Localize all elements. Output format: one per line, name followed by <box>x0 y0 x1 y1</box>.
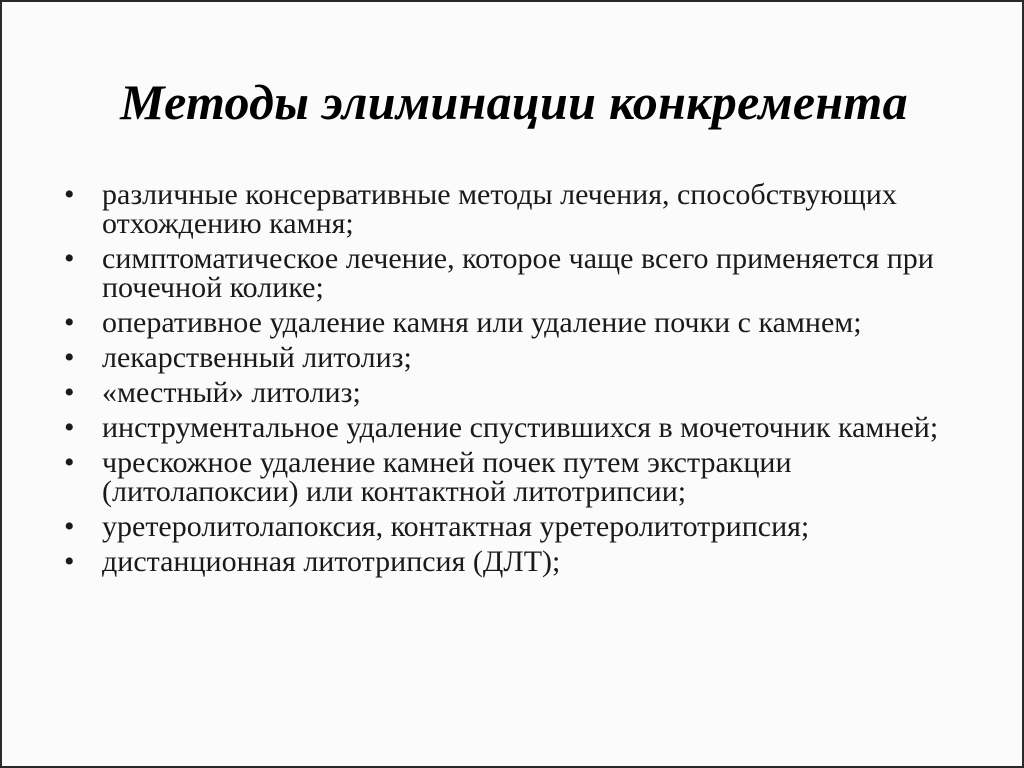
bullet-dot-icon: • <box>64 545 75 578</box>
bullet-dot-icon: • <box>64 306 75 339</box>
bullet-text: инструментальное удаление спустившихся в мочеточник камней; <box>102 411 939 444</box>
bullet-item-percutaneous <box>62 448 972 506</box>
bullet-text: уретеролитолапоксия, контактная уретеролитотрипсия; <box>102 510 810 543</box>
bullet-item-eswl <box>62 547 972 576</box>
bullet-list <box>62 180 972 582</box>
bullet-text: чрескожное удаление камней почек путем экстракции (литолапоксии) или контактной литотрипсии; <box>102 446 792 508</box>
bullet-dot-icon: • <box>64 411 75 444</box>
bullet-item-ureterolitho <box>62 512 972 541</box>
bullet-dot-icon: • <box>64 510 75 543</box>
bullet-dot-icon: • <box>64 446 75 479</box>
bullet-dot-icon: • <box>64 242 75 275</box>
bullet-dot-icon: • <box>64 341 75 374</box>
bullet-item-conservative <box>62 180 972 238</box>
bullet-text: различные консервативные методы лечения, способствующих отхождению камня; <box>102 178 897 240</box>
bullet-text: дистанционная литотрипсия (ДЛТ); <box>102 545 561 578</box>
bullet-text: лекарственный литолиз; <box>102 341 412 374</box>
bullet-dot-icon: • <box>64 178 75 211</box>
bullet-item-symptomatic <box>62 244 972 302</box>
bullet-text: симптоматическое лечение, которое чаще всего применяется при почечной колике; <box>102 242 934 304</box>
bullet-dot-icon: • <box>64 376 75 409</box>
bullet-item-instrumental <box>62 413 972 442</box>
slide-title: Методы элиминации конкремента <box>120 74 908 130</box>
bullet-item-surgical <box>62 308 972 337</box>
bullet-text: «местный» литолиз; <box>102 376 361 409</box>
bullet-text: оперативное удаление камня или удаление почки с камнем; <box>102 306 862 339</box>
bullet-item-local-litholysis <box>62 378 972 407</box>
bullet-item-drug-litholysis <box>62 343 972 372</box>
